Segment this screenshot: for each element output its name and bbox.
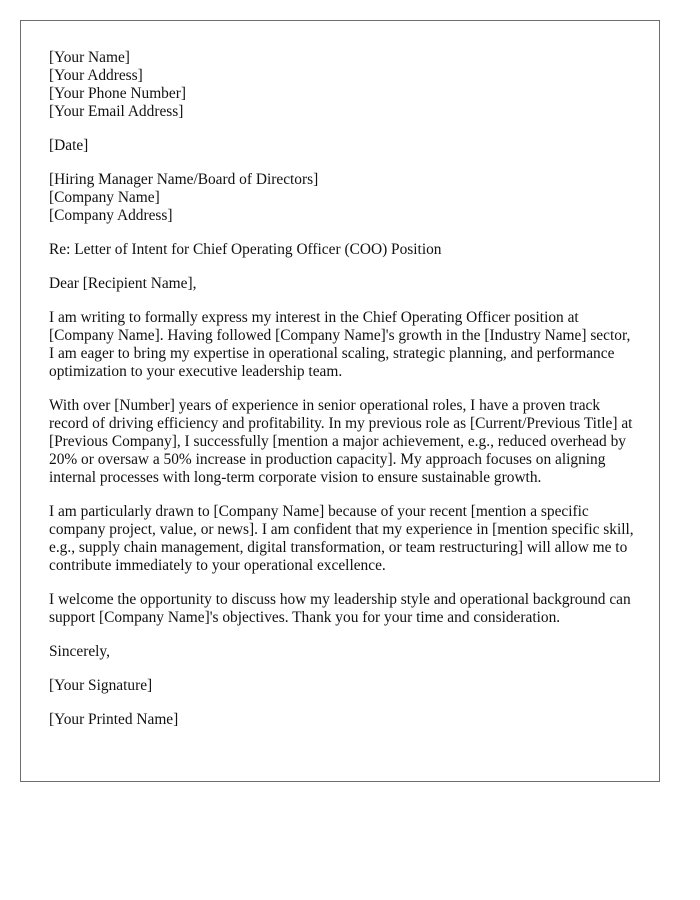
paragraph-experience: With over [Number] years of experience in senior operational roles, I have a proven track record of driving efficiency and profitability. In my previous role as [Current/Previous Title] at [Previous Company], I successfully [mention a major achievement, e.g., reduced overhead by 20% or oversaw a 50% increase in production capacity]. My approach focuses on aligning internal processes with long-term corporate vision to ensure sustainable growth.: [49, 397, 633, 486]
paragraph-intro: I am writing to formally express my interest in the Chief Operating Officer position at [Company Name]. Having followed [Company Name]'s growth in the [Industry Name] sector, I am eager to bring my expertise in operational scaling, strategic planning, and performance optimization to your executive leadership team.: [49, 309, 631, 380]
signature: [Your Signature]: [49, 677, 153, 694]
sender-email: [Your Email Address]: [49, 103, 184, 120]
subject-line: Re: Letter of Intent for Chief Operating Officer (COO) Position: [49, 241, 442, 258]
closing-block: [49, 643, 635, 661]
closing: Sincerely,: [49, 643, 110, 660]
letter-body: [49, 49, 635, 745]
salutation-block: [49, 275, 635, 293]
recipient-name: [Hiring Manager Name/Board of Directors]: [49, 171, 319, 188]
recipient-block: [49, 171, 635, 225]
sender-block: [49, 49, 635, 121]
letter-date: [Date]: [49, 137, 89, 154]
signature-block: [49, 677, 635, 695]
subject-block: [49, 241, 635, 259]
date-block: [49, 137, 635, 155]
letter-page: [20, 20, 660, 782]
paragraph-motivation: I am particularly drawn to [Company Name] because of your recent [mention a specific company project, value, or news]. I am confident that my experience in [mention specific skill, e.g., supply chain management, digital transformation, or team restructuring] will allow me to contribute immediately to your operational excellence.: [49, 503, 634, 574]
sender-name: [Your Name]: [49, 49, 130, 66]
salutation: Dear [Recipient Name],: [49, 275, 197, 292]
recipient-address: [Company Address]: [49, 207, 173, 224]
sender-phone: [Your Phone Number]: [49, 85, 186, 102]
printed-name-block: [49, 711, 635, 729]
printed-name: [Your Printed Name]: [49, 711, 179, 728]
paragraph-closing: I welcome the opportunity to discuss how my leadership style and operational background can support [Company Name]'s objectives. Thank you for your time and consideration.: [49, 591, 631, 626]
sender-address: [Your Address]: [49, 67, 143, 84]
recipient-company: [Company Name]: [49, 189, 160, 206]
